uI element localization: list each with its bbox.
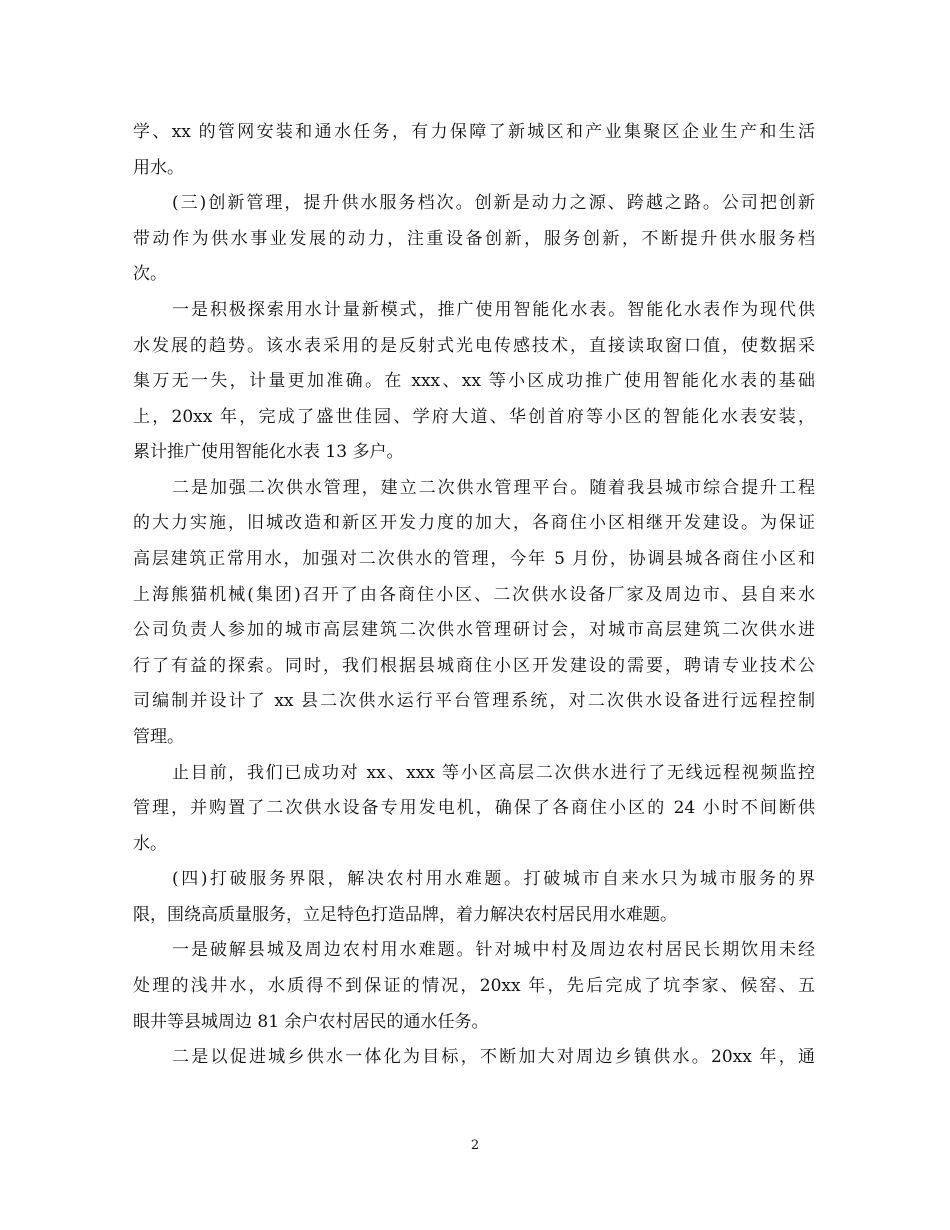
text-line: 行了有益的探索。同时，我们根据县城商住小区开发建设的需要，聘请专业技术公 bbox=[133, 656, 815, 676]
text-line: 高层建筑正常用水，加强对二次供水的管理，今年 5 月份，协调县城各商住小区和 bbox=[133, 549, 815, 569]
paragraph-line: 一是积极探索用水计量新模式，推广使用智能化水表。智能化水表作为现代供 bbox=[172, 300, 815, 320]
text-line: 上，20xx 年，完成了盛世佳园、学府大道、华创首府等小区的智能化水表安装， bbox=[133, 407, 815, 427]
text-line: 带动作为供水事业发展的动力，注重设备创新，服务创新，不断提升供水服务档 bbox=[133, 229, 815, 249]
text-line: 上海熊猫机械(集团)召开了由各商住小区、二次供水设备厂家及周边市、县自来水 bbox=[133, 585, 815, 605]
text-line: 司编制并设计了 xx 县二次供水运行平台管理系统，对二次供水设备进行远程控制 bbox=[133, 691, 815, 711]
text-line: 集万无一失，计量更加准确。在 xxx、xx 等小区成功推广使用智能化水表的基础 bbox=[133, 371, 815, 391]
text-line: 次。 bbox=[133, 264, 167, 284]
paragraph-line: (四)打破服务界限，解决农村用水难题。打破城市自来水只为城市服务的界 bbox=[172, 869, 815, 889]
text-line: 眼井等县城周边 81 余户农村居民的通水任务。 bbox=[133, 1012, 489, 1032]
text-line: 水发展的趋势。该水表采用的是反射式光电传感技术，直接读取窗口值，使数据采 bbox=[133, 336, 815, 356]
text-line: 累计推广使用智能化水表 13 多户。 bbox=[133, 442, 404, 462]
paragraph-line: (三)创新管理，提升供水服务档次。创新是动力之源、跨越之路。公司把创新 bbox=[172, 193, 815, 213]
text-line: 的大力实施，旧城改造和新区开发力度的加大，各商住小区相继开发建设。为保证 bbox=[133, 513, 815, 533]
paragraph-line: 止目前，我们已成功对 xx、xxx 等小区高层二次供水进行了无线远程视频监控 bbox=[172, 763, 815, 783]
paragraph-line: 二是加强二次供水管理，建立二次供水管理平台。随着我县城市综合提升工程 bbox=[172, 478, 815, 498]
page-number: 2 bbox=[470, 1138, 480, 1153]
paragraph-line: 一是破解县城及周边农村用水难题。针对城中村及周边农村居民长期饮用未经 bbox=[172, 940, 815, 960]
text-line: 限，围绕高质量服务，立足特色打造品牌，着力解决农村居民用水难题。 bbox=[133, 905, 677, 925]
text-line: 管理。 bbox=[133, 727, 184, 747]
text-line: 管理，并购置了二次供水设备专用发电机，确保了各商住小区的 24 小时不间断供 bbox=[133, 798, 815, 818]
text-line: 学、xx 的管网安装和通水任务，有力保障了新城区和产业集聚区企业生产和生活 bbox=[133, 122, 815, 142]
paragraph-line: 二是以促进城乡供水一体化为目标，不断加大对周边乡镇供水。20xx 年，通 bbox=[172, 1047, 815, 1067]
text-line: 处理的浅井水，水质得不到保证的情况，20xx 年，先后完成了坑李家、候窑、五 bbox=[133, 976, 815, 996]
text-line: 水。 bbox=[133, 834, 167, 854]
text-line: 用水。 bbox=[133, 158, 184, 178]
text-line: 公司负责人参加的城市高层建筑二次供水管理研讨会，对城市高层建筑二次供水进 bbox=[133, 620, 815, 640]
